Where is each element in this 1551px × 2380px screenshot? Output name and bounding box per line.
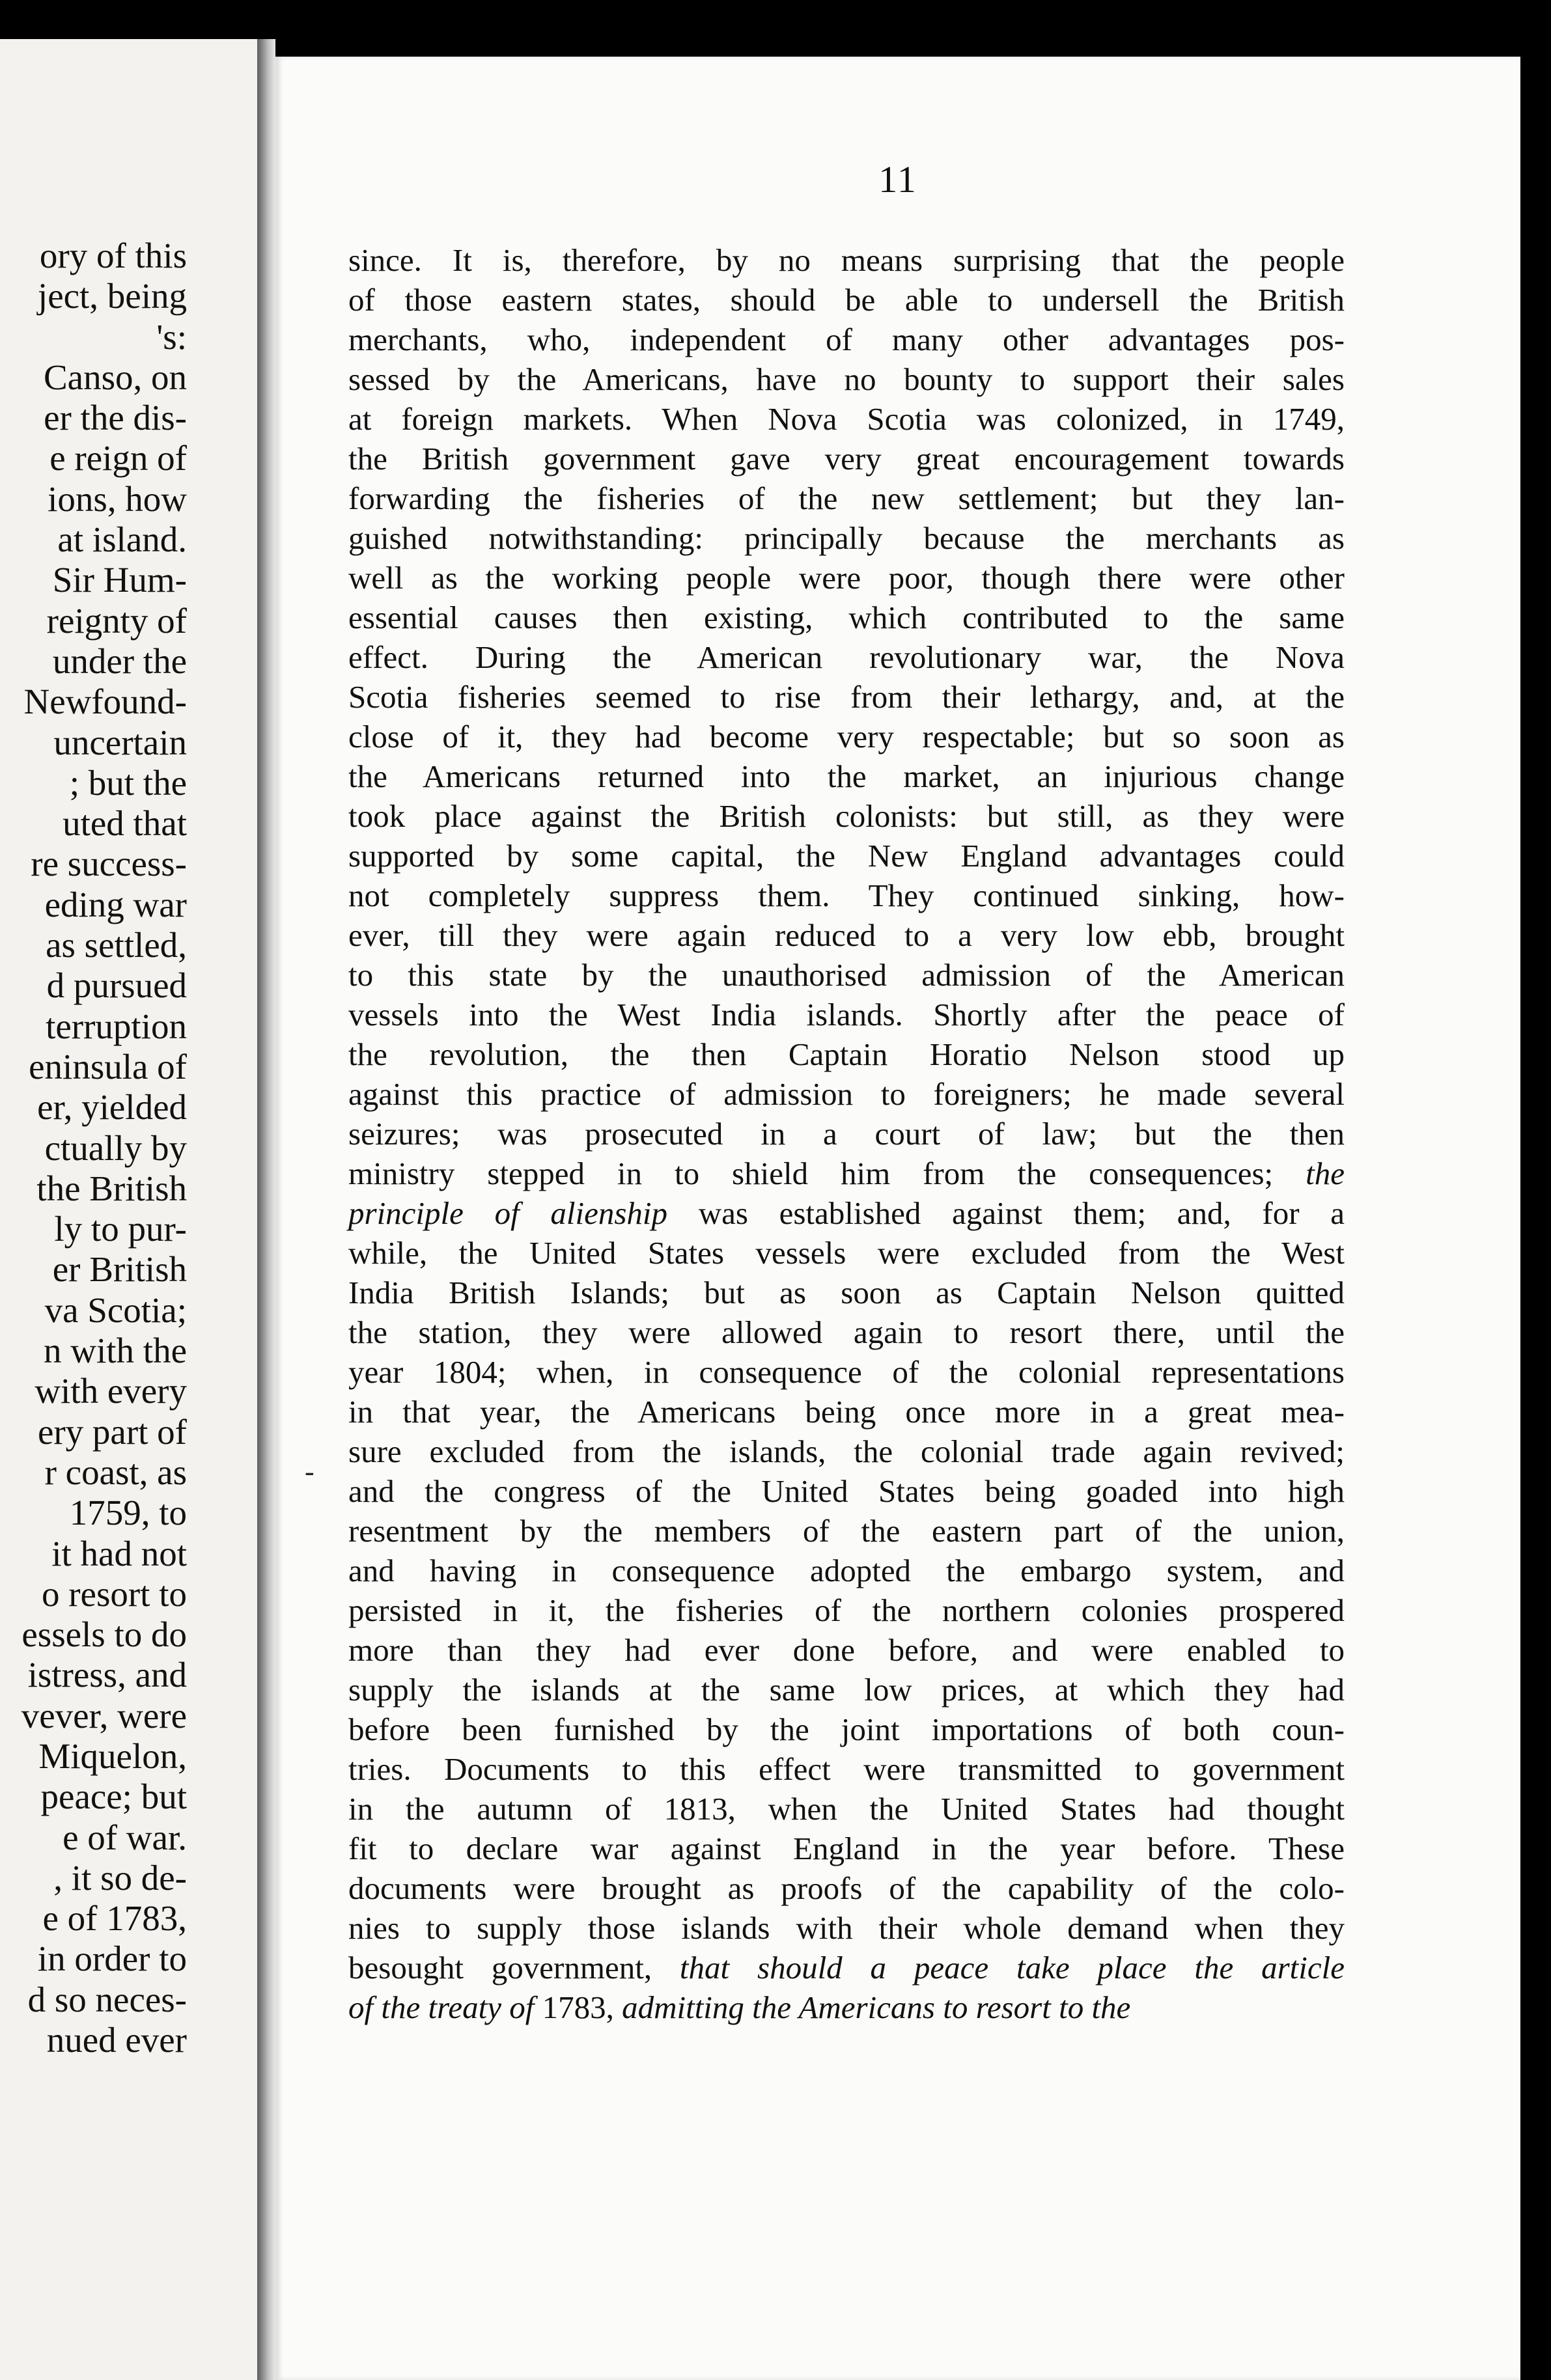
- text-line: in the autumn of 1813, when the United States had thought: [348, 1791, 1345, 1827]
- left-page-line: 1759, to: [69, 1493, 187, 1533]
- page-number: 11: [878, 158, 917, 201]
- text-line: ever, till they were again reduced to a very low ebb, brought: [348, 917, 1345, 953]
- text-line: merchants, who, independent of many other advantages pos-: [348, 322, 1345, 357]
- left-page-line: er British: [52, 1249, 187, 1290]
- left-page-line: ly to pur-: [54, 1209, 187, 1249]
- text-line: besought government, that should a peace take place the article: [348, 1950, 1345, 1986]
- text-line: and having in consequence adopted the embargo system, and: [348, 1553, 1345, 1588]
- left-page-line: Sir Hum-: [52, 560, 187, 600]
- text-line: sessed by the Americans, have no bounty to support their sales: [348, 361, 1345, 397]
- left-page-line: ory of this: [39, 236, 187, 275]
- text-line: tries. Documents to this effect were transmitted to government: [348, 1751, 1345, 1787]
- left-page-line: as settled,: [46, 925, 187, 965]
- text-line: of the treaty of 1783, admitting the Americans to resort to the: [348, 1989, 1131, 2025]
- text-line: persisted in it, the fisheries of the northern colonies prospered: [348, 1592, 1345, 1628]
- left-page-line: with every: [35, 1371, 187, 1411]
- left-page-line: Canso, on: [44, 357, 187, 397]
- text-line: principle of alienship was established against them; and, for a: [348, 1195, 1345, 1231]
- text-line: seizures; was prosecuted in a court of law; but the then: [348, 1116, 1345, 1152]
- text-line: close of it, they had become very respectable; but so soon as: [348, 719, 1345, 754]
- left-page-line: e reign of: [49, 438, 187, 478]
- text-line: at foreign markets. When Nova Scotia was colonized, in 1749,: [348, 401, 1345, 437]
- left-page-line: peace; but: [40, 1777, 187, 1817]
- left-page-line: essels to do: [21, 1614, 187, 1655]
- text-line: sure excluded from the islands, the colonial trade again revived;: [348, 1433, 1345, 1469]
- left-page-line: , it so de-: [53, 1857, 187, 1898]
- left-page-fragment: [0, 39, 257, 2380]
- left-page-line: ; but the: [69, 762, 187, 803]
- text-line: Scotia fisheries seemed to rise from their lethargy, and, at the: [348, 679, 1345, 715]
- text-line: essential causes then existing, which contributed to the same: [348, 600, 1345, 635]
- text-line: forwarding the fisheries of the new settlement; but they lan-: [348, 480, 1345, 516]
- left-page-line: n with the: [44, 1331, 187, 1371]
- text-line: guished notwithstanding: principally because the merchants as: [348, 520, 1345, 556]
- text-line: before been furnished by the joint importations of both coun-: [348, 1711, 1345, 1747]
- text-line: in that year, the Americans being once more in a great mea-: [348, 1394, 1345, 1430]
- left-page-line: at island.: [57, 519, 187, 560]
- left-page-line: ctually by: [44, 1128, 187, 1168]
- left-page-line: under the: [52, 641, 187, 681]
- text-line: more than they had ever done before, and were enabled to: [348, 1632, 1345, 1668]
- left-page-line: Miquelon,: [38, 1736, 187, 1776]
- left-page-line: reignty of: [46, 600, 187, 641]
- text-line: took place against the British colonists: but still, as they were: [348, 798, 1345, 834]
- text-line: resentment by the members of the eastern part of the union,: [348, 1513, 1345, 1549]
- left-page-line: in order to: [37, 1939, 187, 1979]
- left-page-line: eninsula of: [29, 1046, 187, 1086]
- left-page-line: Newfound-: [23, 682, 187, 722]
- left-page-line: r coast, as: [44, 1452, 187, 1492]
- text-line: well as the working people were poor, though there were other: [348, 560, 1345, 596]
- text-line: supply the islands at the same low prices, at which they had: [348, 1672, 1345, 1708]
- left-page-line: e of war.: [63, 1817, 187, 1857]
- text-line: since. It is, therefore, by no means surprising that the people: [348, 242, 1345, 278]
- left-page-line: e of 1783,: [42, 1898, 187, 1939]
- left-page-line: d so neces-: [27, 1979, 187, 2019]
- text-line: the station, they were allowed again to resort there, until the: [348, 1314, 1345, 1350]
- text-line: and the congress of the United States being goaded into high: [348, 1473, 1345, 1509]
- left-page-line: nued ever: [46, 2020, 187, 2060]
- body-text: [348, 240, 1345, 2027]
- left-page-line: er the dis-: [44, 398, 187, 438]
- left-page-line: 's:: [156, 316, 187, 357]
- text-line: of those eastern states, should be able to undersell the British: [348, 282, 1345, 318]
- left-page-line: it had not: [51, 1533, 187, 1573]
- text-line: fit to declare war against England in the year before. These: [348, 1831, 1345, 1866]
- text-line: to this state by the unauthorised admission of the American: [348, 957, 1345, 993]
- text-line: the Americans returned into the market, an injurious change: [348, 758, 1345, 794]
- text-line: the revolution, the then Captain Horatio Nelson stood up: [348, 1036, 1345, 1072]
- text-line: while, the United States vessels were excluded from the West: [348, 1235, 1345, 1271]
- book-gutter: [257, 39, 275, 2380]
- left-page-line: o resort to: [41, 1573, 187, 1614]
- text-line: not completely suppress them. They continued sinking, how-: [348, 878, 1345, 913]
- text-line: against this practice of admission to foreigners; he made several: [348, 1076, 1345, 1112]
- text-line: India British Islands; but as soon as Captain Nelson quitted: [348, 1275, 1345, 1310]
- text-line: year 1804; when, in consequence of the colonial representations: [348, 1354, 1345, 1390]
- right-page: [275, 57, 1520, 2380]
- left-page-line: ject, being: [37, 276, 187, 316]
- text-line: documents were brought as proofs of the capability of the colo-: [348, 1870, 1345, 1906]
- left-page-line: er, yielded: [37, 1087, 187, 1128]
- text-line: nies to supply those islands with their whole demand when they: [348, 1910, 1345, 1946]
- text-line: supported by some capital, the New England advantages could: [348, 838, 1345, 874]
- left-page-line: vever, were: [21, 1695, 187, 1736]
- left-page-line: ions, how: [48, 478, 187, 519]
- text-line: ministry stepped in to shield him from the consequences; the: [348, 1155, 1345, 1191]
- left-page-line: eding war: [44, 884, 187, 924]
- left-page-line: d pursued: [46, 965, 187, 1006]
- left-page-line: uncertain: [53, 722, 187, 762]
- left-page-line: terruption: [46, 1006, 187, 1046]
- margin-mark: -: [305, 1456, 314, 1488]
- text-line: the British government gave very great encouragement towards: [348, 441, 1345, 477]
- left-page-line: istress, and: [27, 1655, 187, 1695]
- left-page-line: re success-: [31, 844, 187, 884]
- left-page-line: ery part of: [37, 1411, 187, 1452]
- left-page-line: uted that: [63, 803, 187, 844]
- left-page-line: the British: [36, 1168, 187, 1208]
- left-page-text: [0, 236, 187, 2060]
- text-line: effect. During the American revolutionary war, the Nova: [348, 639, 1345, 675]
- left-page-line: va Scotia;: [44, 1290, 187, 1330]
- text-line: vessels into the West India islands. Shortly after the peace of: [348, 997, 1345, 1032]
